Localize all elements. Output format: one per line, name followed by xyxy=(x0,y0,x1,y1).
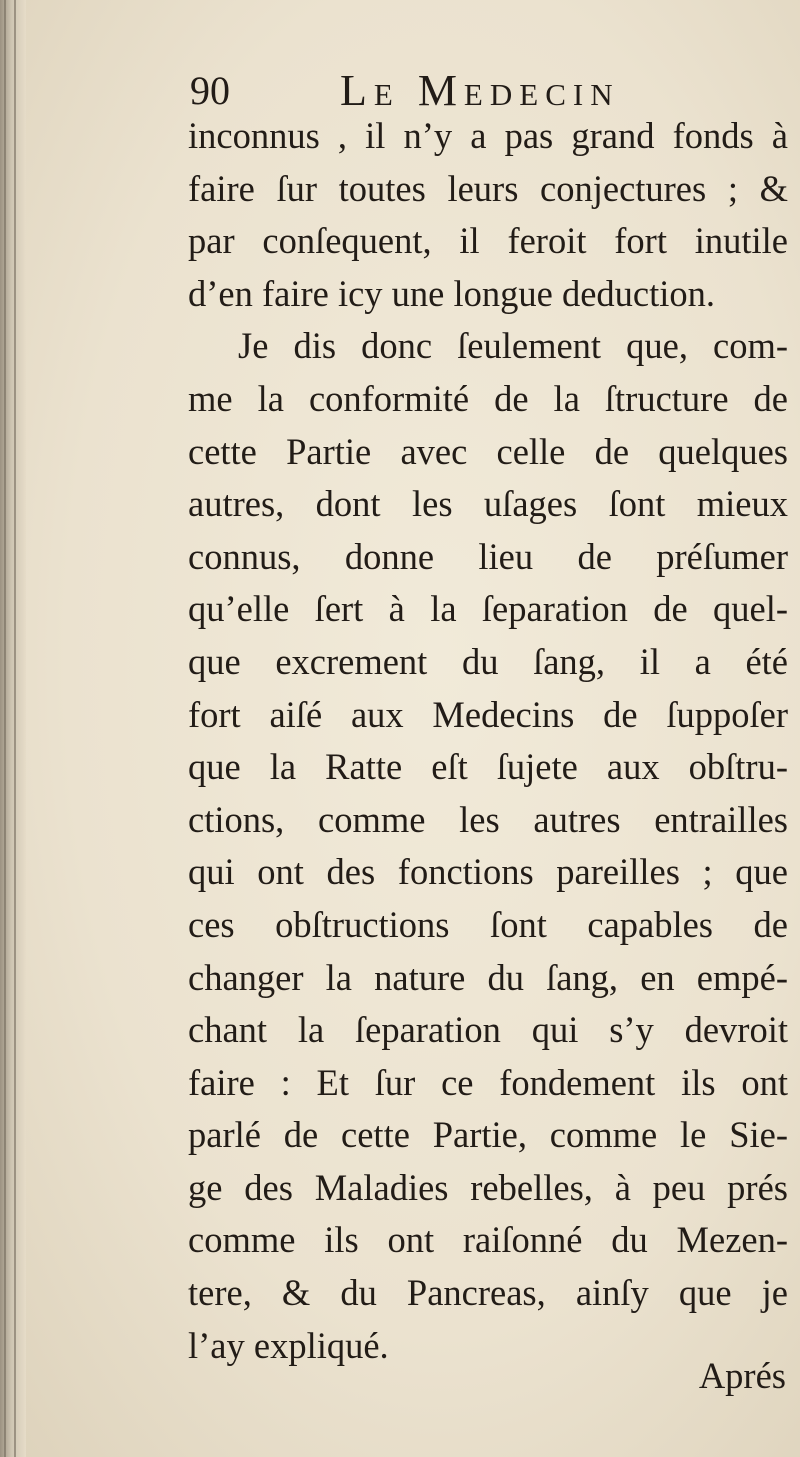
catchword: Aprés xyxy=(698,1355,786,1396)
running-head xyxy=(190,66,750,116)
text-line: changer la nature du ſang, en empé- xyxy=(188,956,788,998)
text-line: faire : Et ſur ce fondement ils ont xyxy=(188,1061,788,1103)
body-text xyxy=(188,110,788,1372)
binding-line xyxy=(14,0,16,1457)
text-line: inconnus , il n’y a pas grand fonds à xyxy=(188,115,788,156)
text-line: me la conformité de la ſtructure de xyxy=(188,377,788,419)
text-line: tere, & du Pancreas, ainſy que je xyxy=(188,1272,788,1314)
text-line: ge des Maladies rebelles, à peu prés xyxy=(188,1166,788,1208)
binding-line xyxy=(4,0,6,1457)
text-line: d’en faire icy une longue deduction. xyxy=(188,272,716,314)
text-line: cette Partie avec celle de quelques xyxy=(188,430,788,472)
text-line: que excrement du ſang, il a été xyxy=(188,640,788,682)
text-line: parlé de cette Partie, comme le Sie- xyxy=(188,1114,788,1156)
text-line: comme ils ont raiſonné du Mezen- xyxy=(188,1219,788,1261)
text-line: autres, dont les uſages ſont mieux xyxy=(188,483,788,525)
text-line: ces obſtructions ſont capables de xyxy=(188,903,788,945)
text-line: chant la ſeparation qui s’y devroit xyxy=(188,1009,788,1051)
running-title: Le Medecin xyxy=(340,66,620,115)
text-line: Je dis donc ſeulement que, com- xyxy=(238,325,788,367)
text-line: faire ſur toutes leurs conjectures ; & xyxy=(188,167,788,209)
text-line: qui ont des fonctions pareilles ; que xyxy=(188,851,788,893)
page-number: 90 xyxy=(190,68,230,113)
text-line: par conſequent, il feroit fort inutile xyxy=(188,220,788,262)
text-line: fort aiſé aux Medecins de ſuppoſer xyxy=(188,693,788,735)
text-line: que la Ratte eſt ſujete aux obſtru- xyxy=(188,746,788,788)
text-line: ctions, comme les autres entrailles xyxy=(188,798,788,840)
text-line: connus, donne lieu de préſumer xyxy=(188,535,788,577)
text-line: l’ay expliqué. xyxy=(188,1324,389,1366)
text-line: qu’elle ſert à la ſeparation de quel- xyxy=(188,588,788,630)
